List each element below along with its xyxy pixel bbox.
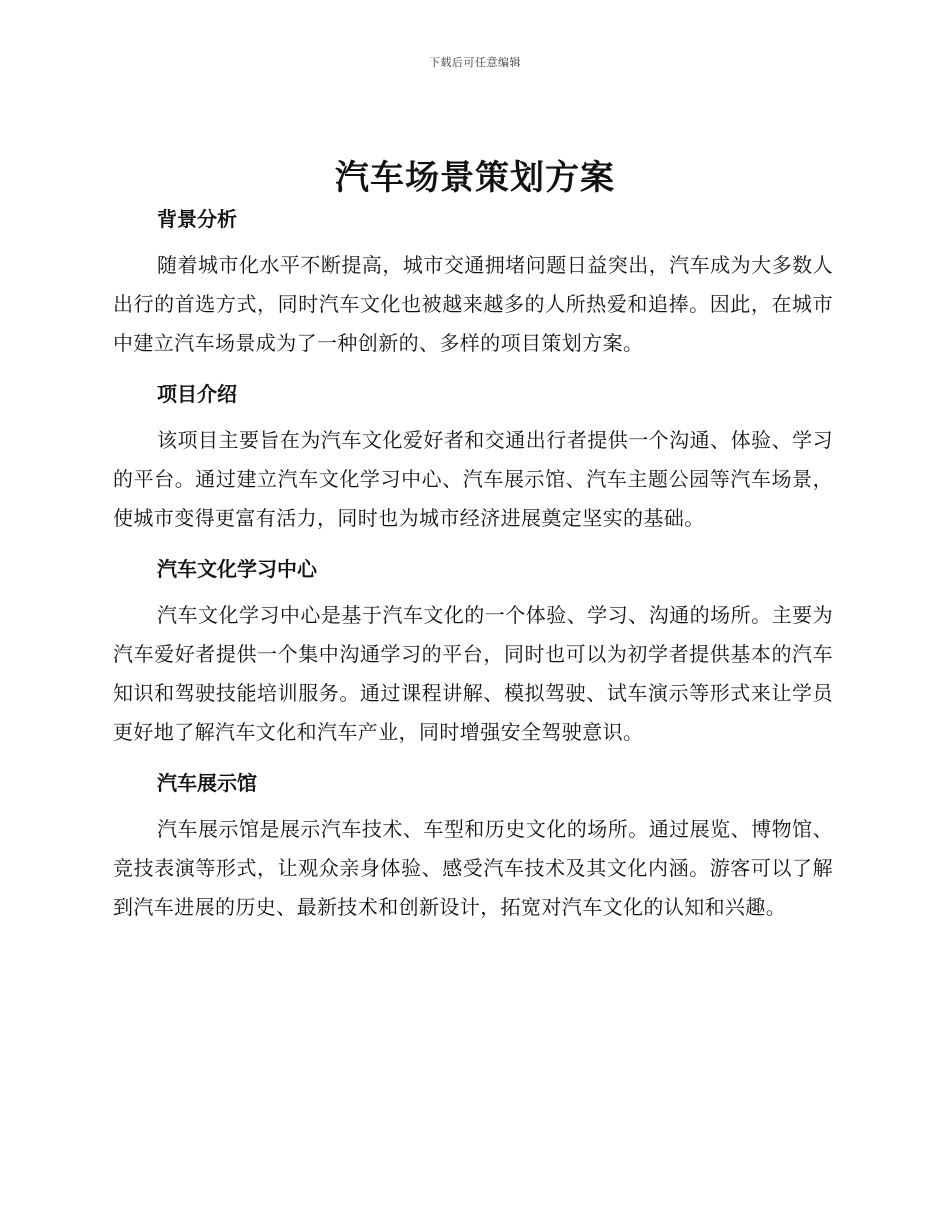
section-learning-center: [113, 548, 833, 752]
section-heading: 项目介绍: [157, 382, 237, 406]
section-paragraph: 随着城市化水平不断提高，城市交通拥堵问题日益突出，汽车成为大多数人出行的首选方式，同时汽车文化也被越来越多的人所热爱和追捧。因此，在城市中建立汽车场景成为了一种创新的、多样的项目策划方案。: [113, 253, 833, 355]
section-paragraph: 汽车文化学习中心是基于汽车文化的一个体验、学习、沟通的场所。主要为汽车爱好者提供一个集中沟通学习的平台，同时也可以为初学者提供基本的汽车知识和驾驶技能培训服务。通过课程讲解、模拟驾驶、试车演示等形式来让学员更好地了解汽车文化和汽车产业，同时增强安全驾驶意识。: [113, 603, 833, 744]
header-note: 下载后可任意编辑: [429, 56, 521, 69]
section-project-intro: [113, 373, 833, 538]
document-body: [113, 198, 833, 937]
document-title: 汽车场景策划方案: [335, 158, 615, 198]
section-paragraph: 汽车展示馆是展示汽车技术、车型和历史文化的场所。通过展览、博物馆、竞技表演等形式，让观众亲身体验、感受汽车技术及其文化内涵。游客可以了解到汽车进展的历史、最新技术和创新设计，拓宽对汽车文化的认知和兴趣。: [113, 817, 833, 919]
section-heading: 汽车文化学习中心: [157, 557, 317, 581]
section-background-analysis: [113, 198, 833, 363]
section-paragraph: 该项目主要旨在为汽车文化爱好者和交通出行者提供一个沟通、体验、学习的平台。通过建立汽车文化学习中心、汽车展示馆、汽车主题公园等汽车场景，使城市变得更富有活力，同时也为城市经济进展奠定坚实的基础。: [113, 428, 833, 530]
section-heading: 汽车展示馆: [157, 771, 257, 795]
section-heading: 背景分析: [157, 207, 237, 231]
section-exhibition-hall: [113, 762, 833, 927]
